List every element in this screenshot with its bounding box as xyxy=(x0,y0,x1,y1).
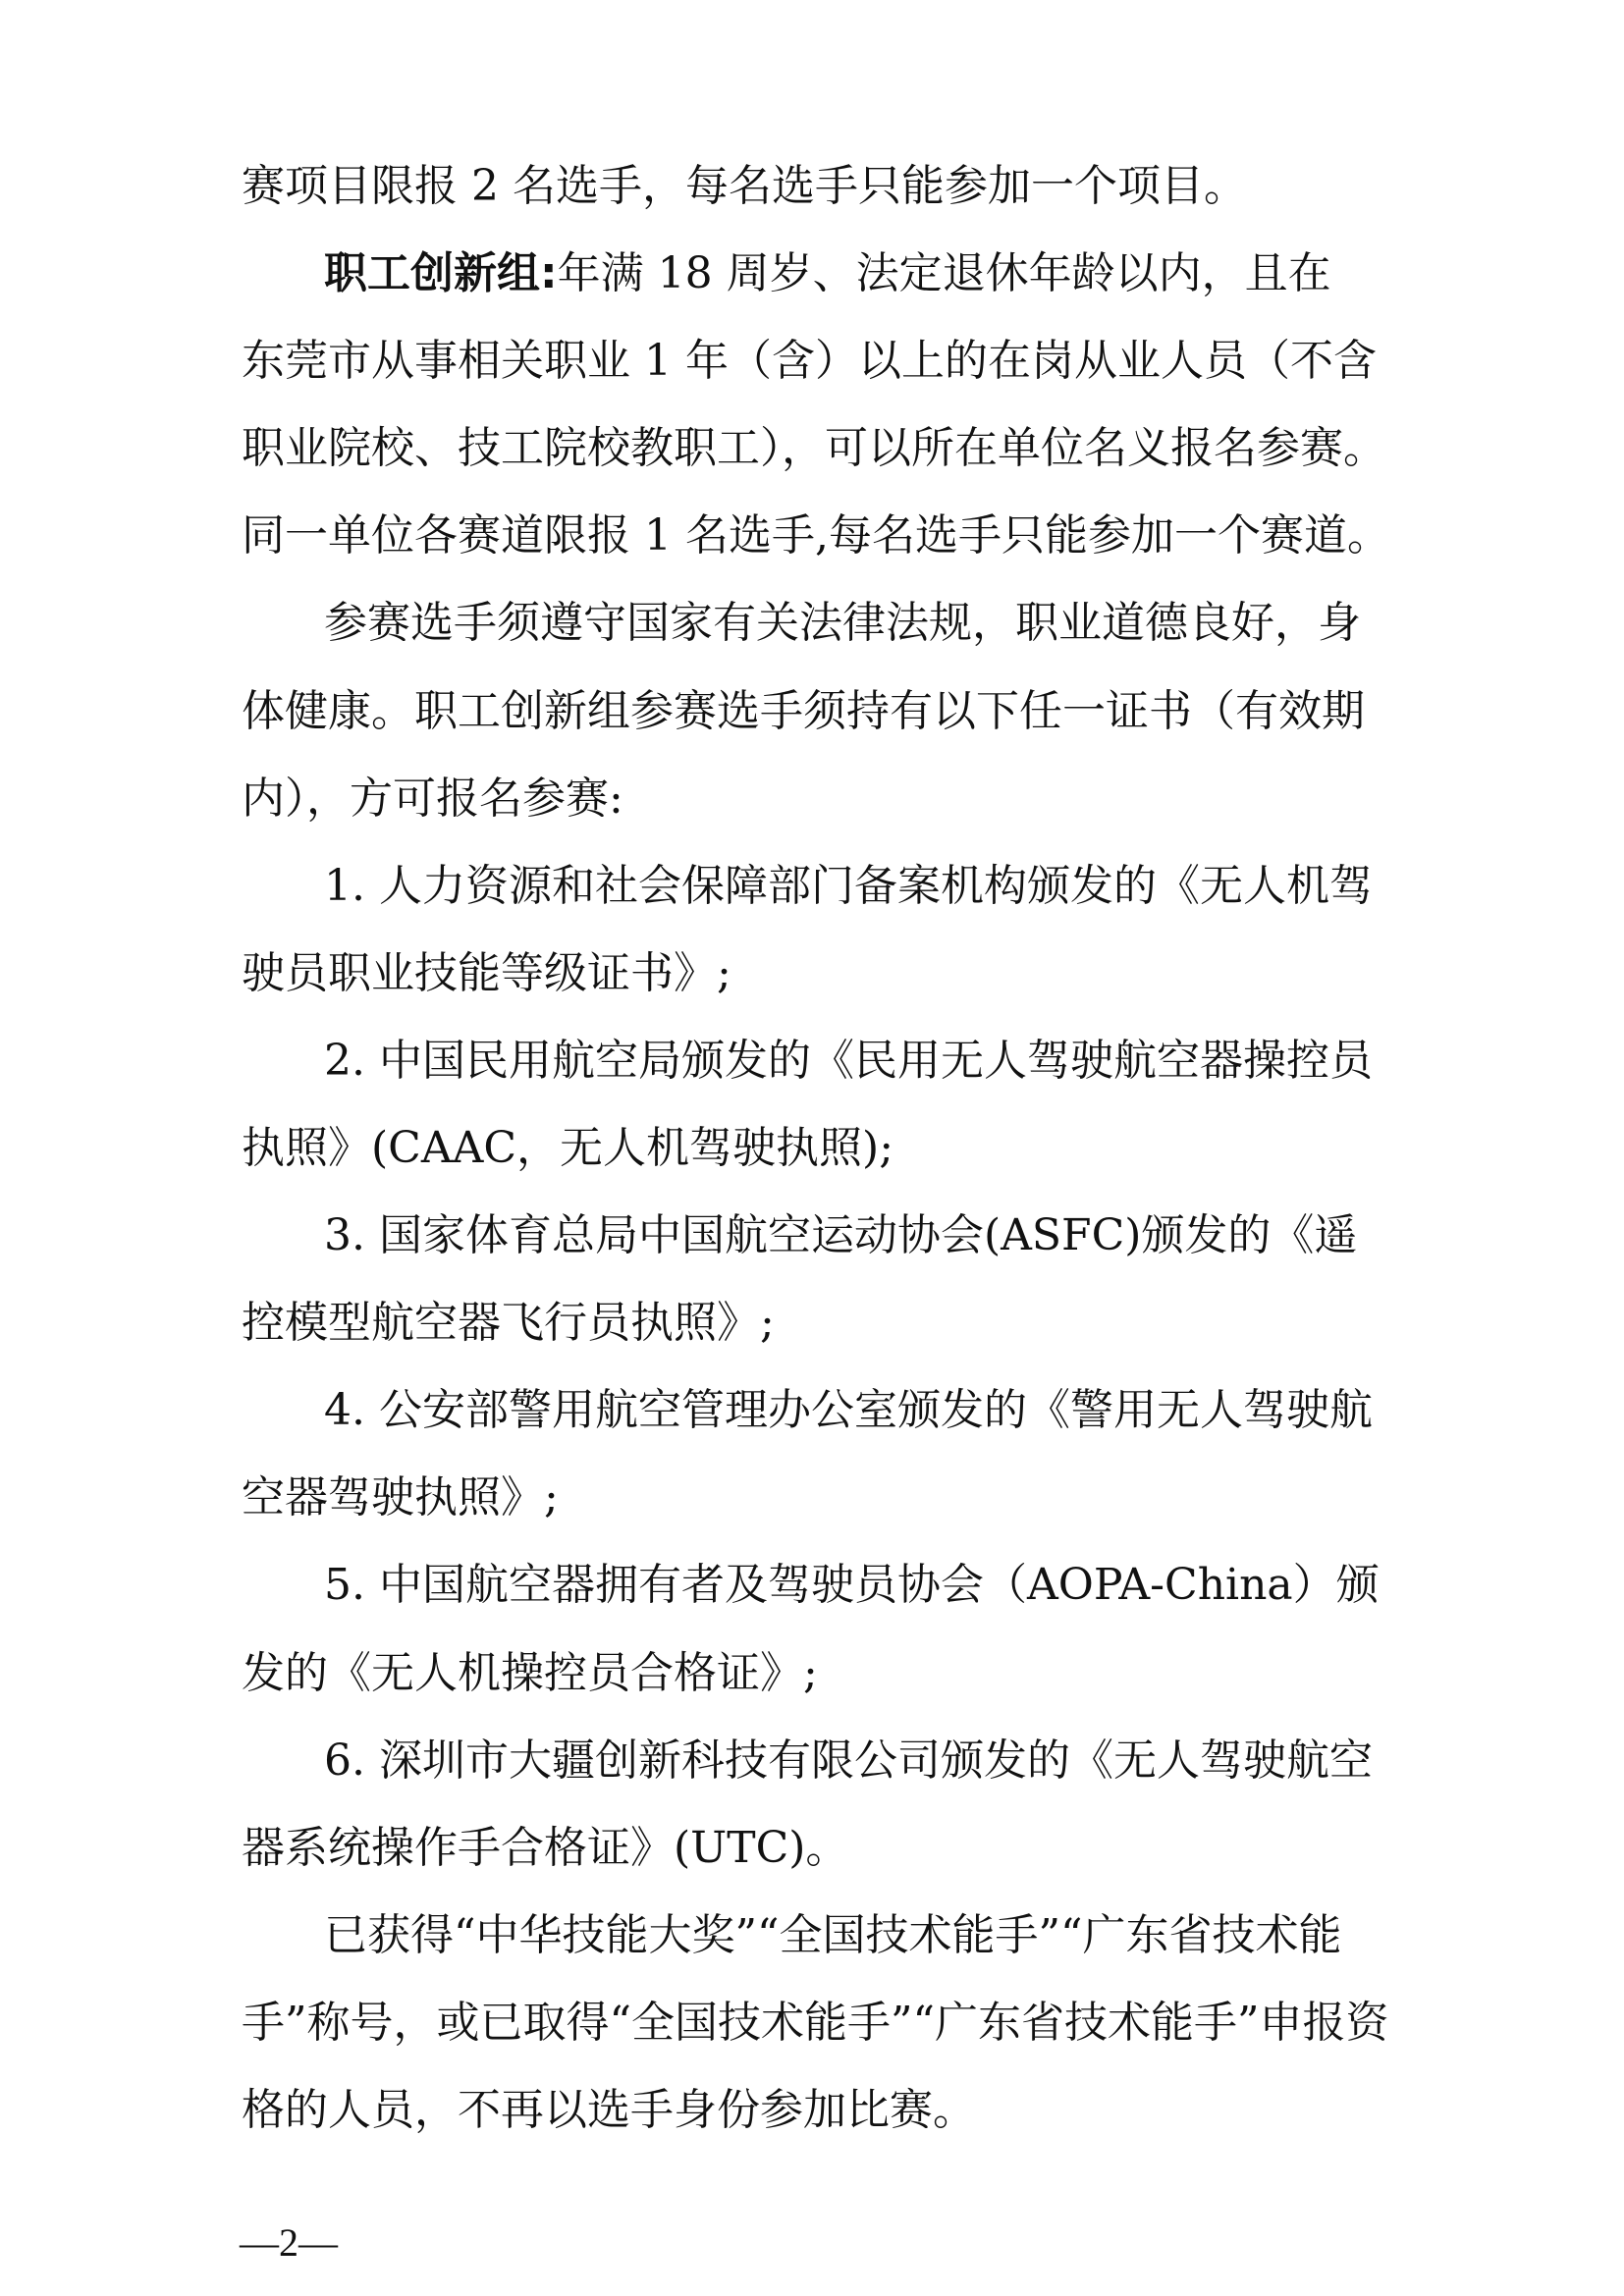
list-item-line: 执照》(CAAC，无人机驾驶执照); xyxy=(242,1123,894,1173)
list-item-line: 驶员职业技能等级证书》; xyxy=(242,948,731,998)
list-item-line: 3. 国家体育总局中国航空运动协会(ASFC)颁发的《遥 xyxy=(324,1210,1358,1260)
list-item-line: 发的《无人机操控员合格证》; xyxy=(242,1648,818,1698)
paragraph-line: 东莞市从事相关职业 1 年（含）以上的在岗从业人员（不含 xyxy=(242,336,1377,386)
list-item-line: 1. 人力资源和社会保障部门备案机构颁发的《无人机驾 xyxy=(324,861,1373,911)
paragraph-line: 内），方可报名参赛: xyxy=(242,774,623,824)
paragraph-line: 已获得“中华技能大奖”“全国技术能手”“广东省技术能 xyxy=(324,1910,1342,1960)
worker-group-line xyxy=(324,244,1331,303)
list-item-line: 6. 深圳市大疆创新科技有限公司颁发的《无人驾驶航空 xyxy=(324,1735,1373,1786)
list-item-line: 控模型航空器飞行员执照》; xyxy=(242,1298,775,1348)
list-item-line: 4. 公安部警用航空管理办公室颁发的《警用无人驾驶航 xyxy=(324,1385,1373,1435)
worker-group-label: 职工创新组: xyxy=(324,248,558,298)
list-item-line: 2. 中国民用航空局颁发的《民用无人驾驶航空器操控员 xyxy=(324,1036,1373,1086)
paragraph-line: 体健康。职工创新组参赛选手须持有以下任一证书（有效期 xyxy=(242,686,1365,736)
page-number: —2— xyxy=(240,2220,338,2265)
paragraph-line: 赛项目限报 2 名选手，每名选手只能参加一个项目。 xyxy=(242,161,1247,211)
paragraph-line: 职业院校、技工院校教职工），可以所在单位名义报名参赛。 xyxy=(242,423,1386,473)
paragraph-line: 参赛选手须遵守国家有关法律法规，职业道德良好，身 xyxy=(324,598,1361,648)
paragraph-line: 手”称号，或已取得“全国技术能手”“广东省技术能手”申报资 xyxy=(242,1998,1389,2048)
worker-group-text: 年满 18 周岁、法定退休年龄以内，且在 xyxy=(557,248,1331,298)
list-item-line: 5. 中国航空器拥有者及驾驶员协会（AOPA-China）颁 xyxy=(324,1560,1380,1610)
paragraph-line: 格的人员，不再以选手身份参加比赛。 xyxy=(242,2085,976,2135)
paragraph-line: 同一单位各赛道限报 1 名选手,每名选手只能参加一个赛道。 xyxy=(242,510,1390,561)
list-item-line: 空器驾驶执照》; xyxy=(242,1472,559,1522)
list-item-line: 器系统操作手合格证》(UTC)。 xyxy=(242,1823,849,1873)
